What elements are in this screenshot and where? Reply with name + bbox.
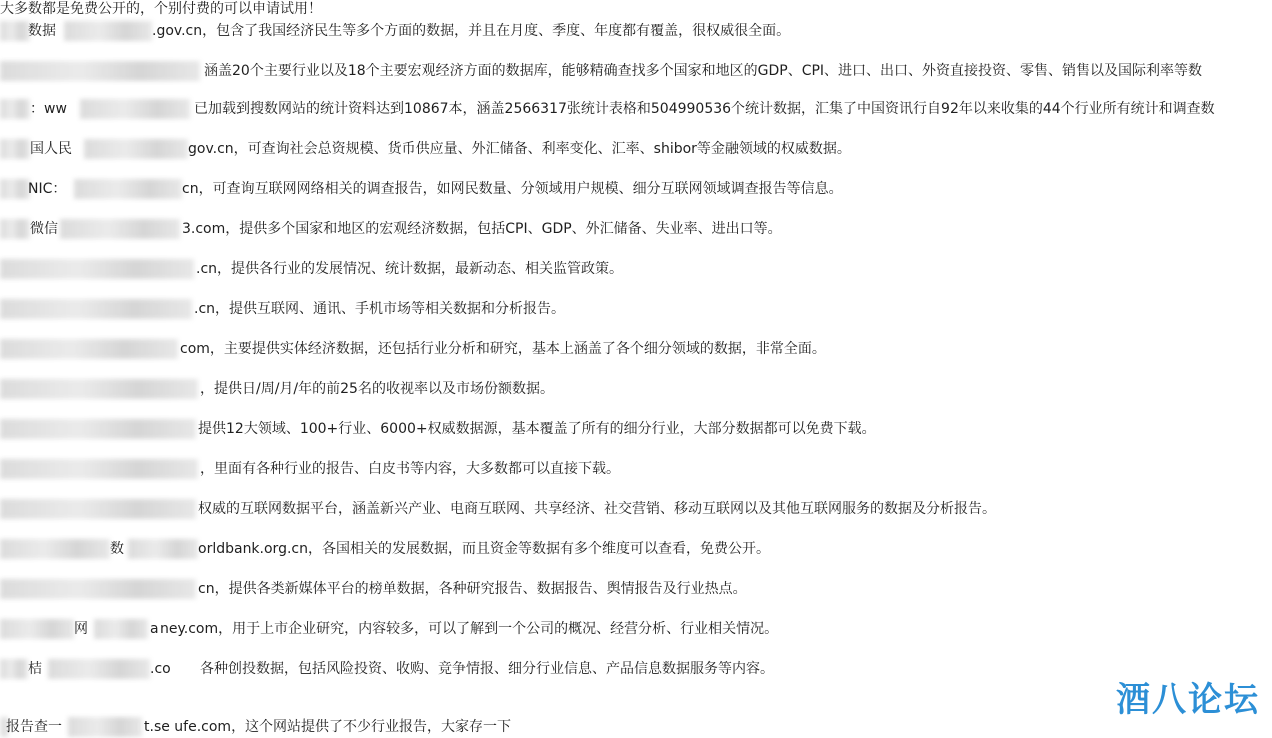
line-text: 涵盖20个主要行业以及18个主要宏观经济方面的数据库，能够精确查找多个国家和地区的GDP、CPI、进口、出口、外资直接投资、零售、销售以及国际利率等数 (204, 63, 1203, 79)
line-text: .gov.cn，包含了我国经济民生等多个方面的数据，并且在月度、季度、年度都有覆盖，很权威很全面。 (152, 23, 791, 39)
line-prefix: 国人民 (30, 141, 72, 157)
line-text: 已加载到搜数网站的统计资料达到10867本，涵盖2566317张统计表格和504990536个统计数据，汇集了中国资讯行自92年以来收集的44个行业所有统计和调查数 (194, 101, 1215, 117)
line-prefix: 报告查一 (6, 719, 62, 735)
line-text: com，主要提供实体经济数据，还包括行业分析和研究，基本上涵盖了各个细分领域的数据，非常全面。 (180, 341, 826, 357)
line-text: ，里面有各种行业的报告、白皮书等内容，大多数都可以直接下载。 (200, 461, 620, 477)
line-prefix: 数据 (28, 23, 56, 39)
line-text: .cn，提供各行业的发展情况、统计数据，最新动态、相关监管政策。 (196, 261, 624, 277)
intro-text: 大多数都是免费公开的，个别付费的可以申请试用！ (0, 1, 322, 17)
line-text: ，提供日/周/月/年的前25名的收视率以及市场份额数据。 (200, 381, 554, 397)
line-text: orldbank.org.cn，各国相关的发展数据，而且资金等数据有多个维度可以查看，免费公开。 (198, 541, 770, 557)
line-text: gov.cn，可查询社会总资规模、货币供应量、外汇储备、利率变化、汇率、shibor等金融领域的权威数据。 (188, 141, 851, 157)
line-text: 3.com，提供多个国家和地区的宏观经济数据，包括CPI、GDP、外汇储备、失业率、进出口等。 (182, 221, 782, 237)
line-text: cn，可查询互联网网络相关的调查报告，如网民数量、分领域用户规模、细分互联网领域调查报告等信息。 (182, 181, 843, 197)
line-text: cn，提供各类新媒体平台的榜单数据，各种研究报告、数据报告、舆情报告及行业热点。 (198, 581, 747, 597)
line-text: .cn，提供互联网、通讯、手机市场等相关数据和分析报告。 (194, 301, 566, 317)
line-text: t.se ufe.com，这个网站提供了不少行业报告，大家存一下 (144, 719, 512, 735)
line-text: 各种创投数据，包括风险投资、收购、竞争情报、细分行业信息、产品信息数据服务等内容。 (200, 661, 774, 677)
line-prefix: 桔 (28, 661, 42, 677)
line-text: ney.com，用于上市企业研究，内容较多，可以了解到一个公司的概况、经营分析、行业相关情况。 (160, 621, 779, 637)
line-prefix: ：ww (30, 101, 67, 117)
line-text: 权威的互联网数据平台，涵盖新兴产业、电商互联网、共享经济、社交营销、移动互联网以及其他互联网服务的数据及分析报告。 (198, 501, 996, 517)
line-fragment: .co (150, 661, 171, 677)
line-fragment: a (150, 621, 159, 637)
line-prefix: NIC： (28, 181, 67, 197)
line-text: 提供12大领域、100+行业、6000+权威数据源，基本覆盖了所有的细分行业，大部分数据都可以免费下载。 (198, 421, 876, 437)
line-prefix: 微信 (30, 221, 58, 237)
line-prefix: 网 (74, 621, 88, 637)
line-prefix: 数 (110, 541, 124, 557)
watermark-logo: 酒八论坛 (1116, 680, 1260, 720)
